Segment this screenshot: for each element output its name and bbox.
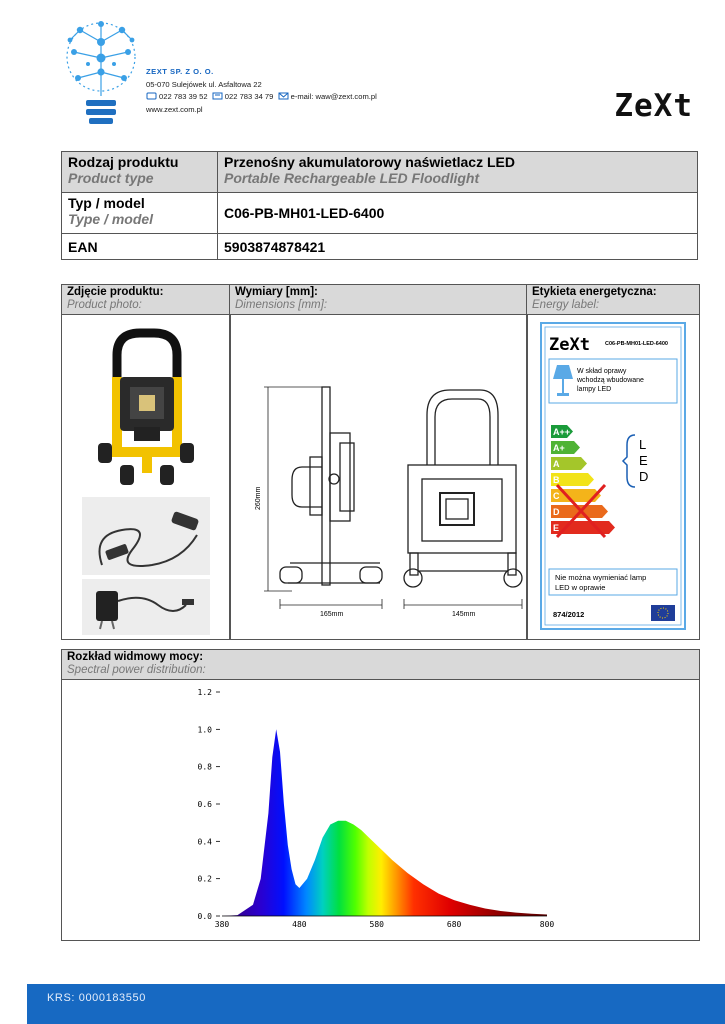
energy-heading-en: Energy label: bbox=[532, 299, 600, 311]
y-tick-label: 0.6 bbox=[197, 800, 212, 809]
led-letter-l: L bbox=[639, 437, 647, 452]
energy-class-label: A bbox=[553, 459, 560, 469]
y-tick-label: 1.0 bbox=[197, 725, 212, 735]
company-www: www.zext.com.pl bbox=[146, 104, 203, 114]
dimensions-heading-en: Dimensions [mm]: bbox=[235, 299, 328, 311]
energy-info-line-3: lampy LED bbox=[577, 386, 612, 393]
y-tick-label: 0.4 bbox=[197, 837, 212, 847]
energy-info-line-2: wchodzą wbudowane bbox=[577, 377, 644, 384]
spectral-heading: Rozkład widmowy mocy: bbox=[67, 651, 204, 663]
energy-label-panel bbox=[526, 284, 700, 640]
energy-class-label: A++ bbox=[553, 427, 571, 437]
spectral-heading-en: Spectral power distribution: bbox=[67, 664, 206, 676]
product-photo-panel bbox=[61, 284, 231, 640]
model-label-en: Type / model bbox=[68, 211, 154, 227]
x-tick-label: 680 bbox=[446, 920, 462, 929]
energy-class-label: E bbox=[553, 523, 560, 533]
phone-icon bbox=[146, 92, 157, 100]
energy-note-line-2: LED w oprawie bbox=[555, 583, 606, 592]
led-letter-e: E bbox=[639, 453, 648, 468]
energy-class-label: D bbox=[553, 507, 560, 517]
model-label: Typ / model bbox=[68, 195, 145, 211]
product-type-label-en: Product type bbox=[68, 170, 154, 186]
product-info-table bbox=[61, 151, 698, 260]
dimensions-drawing bbox=[230, 315, 527, 637]
y-tick-label: 0.0 bbox=[197, 912, 212, 921]
company-email: e-mail: waw@zext.com.pl bbox=[290, 92, 377, 102]
ean-value: 5903874878421 bbox=[218, 234, 698, 260]
depth-dimension: 165mm bbox=[320, 611, 344, 618]
y-tick-label: 0.2 bbox=[197, 874, 212, 884]
model-value: C06-PB-MH01-LED-6400 bbox=[218, 193, 698, 234]
y-tick-label: 1.2 bbox=[197, 688, 212, 697]
product-photos bbox=[62, 315, 230, 637]
company-name: ZEXT SP. Z O. O. bbox=[146, 67, 214, 76]
x-tick-label: 800 bbox=[539, 920, 555, 929]
regulation-number: 874/2012 bbox=[553, 610, 585, 619]
fax-icon bbox=[212, 92, 223, 100]
eu-flag-icon bbox=[651, 605, 675, 621]
energy-class-label: B bbox=[553, 475, 560, 485]
photo-heading: Zdjęcie produktu: bbox=[67, 286, 164, 298]
product-type-value: Przenośny akumulatorowy naświetlacz LED bbox=[224, 154, 515, 170]
x-tick-label: 380 bbox=[214, 920, 230, 929]
spectral-panel bbox=[61, 649, 700, 941]
footer-krs: KRS: 0000183550 bbox=[47, 992, 146, 1004]
energy-note-line-1: Nie można wymieniać lamp bbox=[555, 573, 647, 582]
ean-label: EAN bbox=[62, 234, 218, 260]
y-tick-label: 0.8 bbox=[197, 762, 212, 772]
footer-bar bbox=[27, 984, 725, 1024]
spectral-chart bbox=[62, 680, 699, 940]
energy-label-brand: ZeXt bbox=[549, 335, 590, 355]
company-info bbox=[146, 66, 377, 116]
brand-logo: ZeXt bbox=[614, 88, 693, 124]
x-tick-label: 580 bbox=[369, 920, 384, 929]
height-dimension: 260mm bbox=[255, 486, 262, 510]
dimensions-panel bbox=[229, 284, 528, 640]
company-logo-icon bbox=[58, 12, 144, 134]
mail-icon bbox=[278, 92, 289, 100]
floodlight-photo-icon bbox=[98, 333, 194, 485]
spectrum-area bbox=[222, 729, 547, 916]
dimensions-heading: Wymiary [mm]: bbox=[235, 286, 318, 298]
car-charger-photo-icon bbox=[82, 497, 210, 575]
energy-info-line-1: W skład oprawy bbox=[577, 368, 627, 375]
product-type-value-en: Portable Rechargeable LED Floodlight bbox=[224, 170, 480, 186]
energy-class-label: C bbox=[553, 491, 560, 501]
x-tick-label: 480 bbox=[292, 920, 307, 929]
energy-class-label: A+ bbox=[553, 443, 565, 453]
wall-charger-photo-icon bbox=[82, 579, 210, 635]
company-phone: 022 783 39 52 bbox=[159, 92, 208, 102]
company-address: 05-070 Sulejówek ul. Asfaltowa 22 bbox=[146, 79, 262, 89]
led-letter-d: D bbox=[639, 469, 649, 484]
width-dimension: 145mm bbox=[452, 611, 476, 618]
photo-heading-en: Product photo: bbox=[67, 299, 142, 311]
energy-heading: Etykieta energetyczna: bbox=[532, 286, 657, 298]
energy-label-model: C06-PB-MH01-LED-6400 bbox=[605, 341, 668, 347]
energy-label bbox=[527, 315, 699, 637]
product-type-label: Rodzaj produktu bbox=[68, 154, 179, 170]
company-fax: 022 783 34 79 bbox=[224, 92, 274, 102]
